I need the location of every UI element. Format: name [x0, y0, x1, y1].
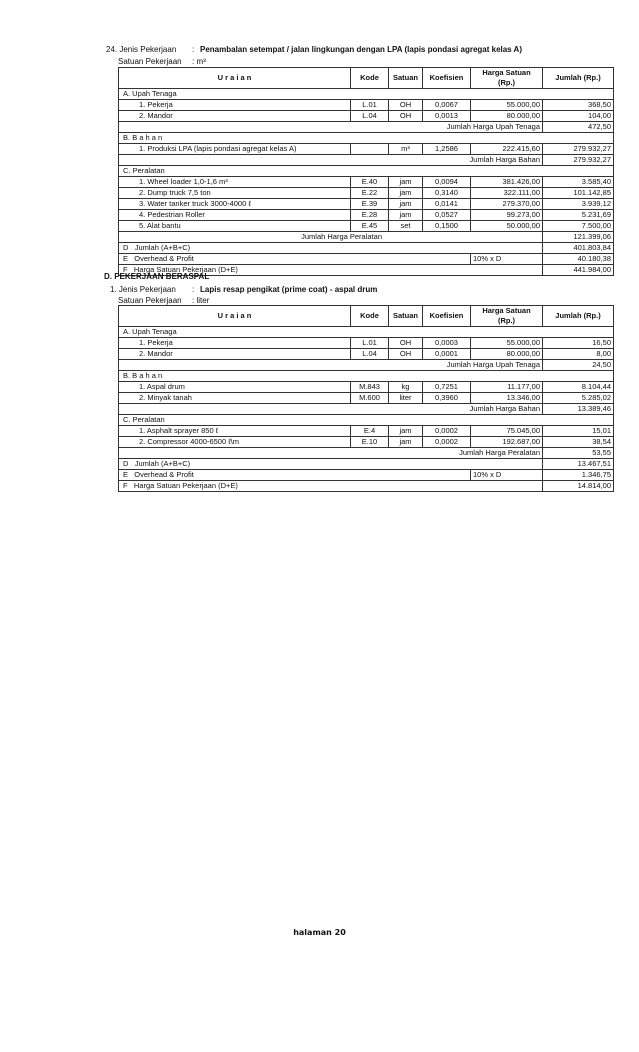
subtotal-upah-value: 24,50 [543, 360, 614, 371]
row-koefisien: 0,0067 [423, 100, 471, 111]
row-harga: 50.000,00 [471, 221, 543, 232]
subtotal-bahan-value: 13.389,46 [543, 404, 614, 415]
item24-jenis-label: 24. Jenis Pekerjaan [106, 45, 177, 54]
row-uraian: 2. Minyak tanah [119, 393, 351, 404]
row-kode: E.22 [351, 188, 389, 199]
total-f-value: 441.984,00 [543, 265, 614, 276]
subtotal-alat-value: 53,55 [543, 448, 614, 459]
row-harga: 322.111,00 [471, 188, 543, 199]
header-uraian: U r a i a n [119, 68, 351, 89]
row-kode: E.40 [351, 177, 389, 188]
total-d-letter: D [123, 459, 129, 468]
table-row [119, 393, 614, 404]
row-satuan: jam [389, 188, 423, 199]
header-harga-satuan: Harga Satuan (Rp.) [471, 306, 543, 327]
row-koefisien: 0,0001 [423, 349, 471, 360]
total-row [119, 459, 614, 470]
row-jumlah: 38,54 [543, 437, 614, 448]
total-f-label: Harga Satuan Pekerjaan (D+E) [133, 265, 238, 274]
row-jumlah: 101.142,85 [543, 188, 614, 199]
header-satuan: Satuan [389, 68, 423, 89]
subtotal-row [119, 404, 614, 415]
row-jumlah: 279.932,27 [543, 144, 614, 155]
total-e-value: 40.180,38 [543, 254, 614, 265]
section-row [119, 133, 614, 144]
row-uraian: 4. Pedestrian Roller [119, 210, 351, 221]
row-kode: E.4 [351, 426, 389, 437]
table-row [119, 177, 614, 188]
row-kode: E.45 [351, 221, 389, 232]
total-e-letter: E [123, 254, 129, 263]
header-koefisien: Koefisien [423, 68, 471, 89]
table-header-row [119, 306, 614, 327]
row-koefisien: 0,0141 [423, 199, 471, 210]
row-jumlah: 8,00 [543, 349, 614, 360]
table-row [119, 199, 614, 210]
header-koefisien: Koefisien [423, 306, 471, 327]
row-uraian: 1. Asphalt sprayer 850 ℓ [119, 426, 351, 437]
row-jumlah: 15,01 [543, 426, 614, 437]
row-uraian: 2. Dump truck 7,5 ton [119, 188, 351, 199]
total-f-letter: F [123, 481, 128, 490]
table-header-row [119, 68, 614, 89]
section-c-letter: C. [123, 166, 131, 175]
table-row [119, 188, 614, 199]
row-harga: 80.000,00 [471, 111, 543, 122]
row-satuan: jam [389, 199, 423, 210]
table-row [119, 100, 614, 111]
table-row [119, 437, 614, 448]
total-row [119, 481, 614, 492]
row-uraian: 1. Pekerja [119, 338, 351, 349]
total-d-letter: D [123, 243, 129, 252]
section-row [119, 327, 614, 338]
row-kode: M.600 [351, 393, 389, 404]
subtotal-upah-label: Jumlah Harga Upah Tenaga [119, 360, 543, 371]
item1-jenis-label: 1. Jenis Pekerjaan [110, 285, 176, 294]
total-row [119, 254, 614, 265]
row-harga: 55.000,00 [471, 338, 543, 349]
row-satuan: liter [389, 393, 423, 404]
subtotal-bahan-label: Jumlah Harga Bahan [119, 404, 543, 415]
row-koefisien: 0,1500 [423, 221, 471, 232]
row-koefisien: 0,7251 [423, 382, 471, 393]
item24-jenis-value: Penambalan setempat / jalan lingkungan dengan LPA (lapis pondasi agregat kelas A) [200, 45, 522, 54]
row-jumlah: 16,50 [543, 338, 614, 349]
table-row [119, 221, 614, 232]
section-a-label: A. Upah Tenaga [119, 89, 351, 100]
section-row [119, 415, 614, 426]
section-a-label: A. Upah Tenaga [119, 327, 351, 338]
row-kode: L.04 [351, 349, 389, 360]
row-kode: E.28 [351, 210, 389, 221]
row-harga: 13.346,00 [471, 393, 543, 404]
row-satuan: OH [389, 338, 423, 349]
subtotal-upah-value: 472,50 [543, 122, 614, 133]
page-number-footer: halaman 20 [293, 928, 346, 937]
row-koefisien: 0,0002 [423, 437, 471, 448]
row-satuan: jam [389, 426, 423, 437]
row-koefisien: 0,0013 [423, 111, 471, 122]
row-harga: 99.273,00 [471, 210, 543, 221]
total-row [119, 243, 614, 254]
item24-colon: : [192, 45, 195, 54]
row-uraian: 1. Produksi LPA (lapis pondasi agregat kelas A) [119, 144, 351, 155]
section-c-label: Peralatan [132, 166, 165, 175]
row-kode: E.39 [351, 199, 389, 210]
section-d-title: D. PEKERJAAN BERASPAL [104, 272, 210, 281]
header-satuan: Satuan [389, 306, 423, 327]
section-b-label: B. B a h a n [119, 371, 351, 382]
row-kode: L.01 [351, 100, 389, 111]
table-row [119, 144, 614, 155]
total-e-letter: E [123, 470, 129, 479]
row-jumlah: 8.104,44 [543, 382, 614, 393]
row-harga: 222.415,60 [471, 144, 543, 155]
total-f-value: 14.814,00 [543, 481, 614, 492]
header-jumlah: Jumlah (Rp.) [543, 68, 614, 89]
subtotal-alat-value: 121.399,06 [543, 232, 614, 243]
row-harga: 192.687,00 [471, 437, 543, 448]
row-koefisien: 0,0094 [423, 177, 471, 188]
table-row [119, 111, 614, 122]
subtotal-row [119, 232, 614, 243]
subtotal-row [119, 155, 614, 166]
row-harga: 80.000,00 [471, 349, 543, 360]
row-harga: 75.045,00 [471, 426, 543, 437]
total-d-label: Jumlah (A+B+C) [134, 243, 191, 252]
item1-satuan-label: Satuan Pekerjaan [118, 296, 182, 305]
section-b-letter: B. [123, 133, 131, 142]
item1-analysis-table [118, 305, 614, 492]
total-d-label: Jumlah (A+B+C) [134, 459, 191, 468]
total-d-value: 13.467,51 [543, 459, 614, 470]
section-row [119, 371, 614, 382]
total-d-value: 401.803,84 [543, 243, 614, 254]
row-satuan: OH [389, 111, 423, 122]
row-harga: 11.177,00 [471, 382, 543, 393]
total-e-percent: 10% x D [471, 470, 543, 481]
table-row [119, 382, 614, 393]
item1-satuan-value: : liter [192, 296, 210, 305]
row-jumlah: 104,00 [543, 111, 614, 122]
row-satuan: kg [389, 382, 423, 393]
section-c-label: Peralatan [132, 415, 165, 424]
row-kode: L.01 [351, 338, 389, 349]
row-kode: E.10 [351, 437, 389, 448]
table-row [119, 210, 614, 221]
total-f-label: Harga Satuan Pekerjaan (D+E) [133, 481, 238, 490]
header-kode: Kode [351, 306, 389, 327]
subtotal-row [119, 448, 614, 459]
row-jumlah: 5.231,69 [543, 210, 614, 221]
section-b-label: B a h a n [132, 133, 163, 142]
total-e-label: Overhead & Profit [134, 470, 194, 479]
row-uraian: 1. Wheel loader 1,0-1,6 m³ [119, 177, 351, 188]
section-c-letter: C. [123, 415, 131, 424]
row-satuan: jam [389, 210, 423, 221]
row-koefisien: 0,3140 [423, 188, 471, 199]
table-row [119, 338, 614, 349]
total-e-percent: 10% x D [471, 254, 543, 265]
row-uraian: 5. Alat bantu [119, 221, 351, 232]
item24-satuan-label: Satuan Pekerjaan [118, 57, 182, 66]
subtotal-upah-label: Jumlah Harga Upah Tenaga [119, 122, 543, 133]
subtotal-alat-label: Jumlah Harga Peralatan [119, 448, 543, 459]
row-koefisien: 0,0002 [423, 426, 471, 437]
row-koefisien: 0,3960 [423, 393, 471, 404]
subtotal-row [119, 122, 614, 133]
table-row [119, 349, 614, 360]
row-satuan: OH [389, 100, 423, 111]
row-uraian: 2. Mandor [119, 349, 351, 360]
subtotal-bahan-label: Jumlah Harga Bahan [119, 155, 543, 166]
row-satuan: jam [389, 437, 423, 448]
subtotal-alat-label: Jumlah Harga Peralatan [119, 232, 543, 243]
row-uraian: 2. Mandor [119, 111, 351, 122]
row-jumlah: 7.500,00 [543, 221, 614, 232]
total-row [119, 470, 614, 481]
row-kode [351, 144, 389, 155]
section-row [119, 166, 614, 177]
item24-satuan-value: : m³ [192, 57, 206, 66]
row-harga: 279.370,00 [471, 199, 543, 210]
table-row [119, 426, 614, 437]
section-row [119, 89, 614, 100]
header-uraian: U r a i a n [119, 306, 351, 327]
row-kode: L.04 [351, 111, 389, 122]
row-uraian: 3. Water tanker truck 3000-4000 ℓ [119, 199, 351, 210]
item1-colon: : [192, 285, 195, 294]
total-e-label: Overhead & Profit [134, 254, 194, 263]
row-koefisien: 1,2586 [423, 144, 471, 155]
row-uraian: 1. Aspal drum [119, 382, 351, 393]
row-uraian: 1. Pekerja [119, 100, 351, 111]
row-kode: M.843 [351, 382, 389, 393]
row-satuan: set [389, 221, 423, 232]
item1-jenis-value: Lapis resap pengikat (prime coat) - aspal drum [200, 285, 378, 294]
header-kode: Kode [351, 68, 389, 89]
row-satuan: OH [389, 349, 423, 360]
row-satuan: jam [389, 177, 423, 188]
subtotal-bahan-value: 279.932,27 [543, 155, 614, 166]
header-harga-satuan: Harga Satuan (Rp.) [471, 68, 543, 89]
row-jumlah: 3.585,40 [543, 177, 614, 188]
row-jumlah: 368,50 [543, 100, 614, 111]
total-e-value: 1.346,75 [543, 470, 614, 481]
row-koefisien: 0,0527 [423, 210, 471, 221]
row-harga: 381.426,00 [471, 177, 543, 188]
row-uraian: 2. Compressor 4000-6500 ℓ\m [119, 437, 351, 448]
header-jumlah: Jumlah (Rp.) [543, 306, 614, 327]
row-satuan: m³ [389, 144, 423, 155]
total-f-letter: F [123, 265, 128, 274]
item24-analysis-table [118, 67, 614, 276]
row-koefisien: 0,0003 [423, 338, 471, 349]
row-harga: 55.000,00 [471, 100, 543, 111]
row-jumlah: 5.285,02 [543, 393, 614, 404]
row-jumlah: 3.939,12 [543, 199, 614, 210]
subtotal-row [119, 360, 614, 371]
